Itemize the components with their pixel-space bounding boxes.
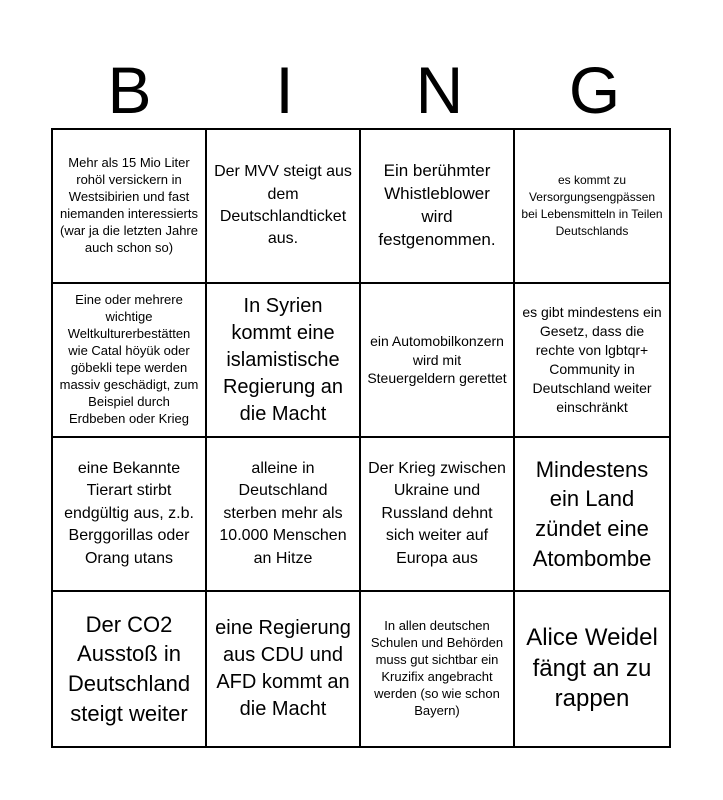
header-letter-g: G: [568, 53, 621, 127]
header-letter-i: I: [275, 53, 294, 127]
bingo-cell[interactable]: Der MVV steigt aus dem Deutschlandticket aus.: [207, 130, 361, 284]
bingo-cell[interactable]: eine Regierung aus CDU und AFD kommt an die Macht: [207, 592, 361, 746]
header-letter-b: B: [107, 53, 152, 127]
bingo-cell[interactable]: Mehr als 15 Mio Liter rohöl versickern in Westsibirien und fast niemanden interessierts (war ja die letzten Jahre auch schon so): [53, 130, 207, 284]
bingo-cell[interactable]: Eine oder mehrere wichtige Weltkulturerbestätten wie Catal höyük oder göbekli tepe werden massiv geschädigt, zum Beispiel durch Erdbeben oder Krieg: [53, 284, 207, 438]
bingo-cell[interactable]: es kommt zu Versorgungsengpässen bei Lebensmitteln in Teilen Deutschlands: [515, 130, 669, 284]
bingo-cell[interactable]: In Syrien kommt eine islamistische Regierung an die Macht: [207, 284, 361, 438]
bingo-cell[interactable]: ein Automobilkonzern wird mit Steuergeldern gerettet: [361, 284, 515, 438]
bingo-cell[interactable]: Der CO2 Ausstoß in Deutschland steigt weiter: [53, 592, 207, 746]
bingo-header: [52, 52, 672, 128]
bingo-cell[interactable]: Alice Weidel fängt an zu rappen: [526, 623, 658, 713]
bingo-board: [51, 128, 671, 748]
bingo-cell[interactable]: Mindestens ein Land zündet eine Atombombe: [515, 438, 669, 592]
bingo-cell[interactable]: Ein berühmter Whistleblower wird festgenommen.: [361, 130, 515, 284]
bingo-cell[interactable]: es gibt mindestens ein Gesetz, dass die rechte von lgbtqr+ Community in Deutschland weiter einschränkt: [515, 284, 669, 438]
bingo-cell[interactable]: In allen deutschen Schulen und Behörden muss gut sichtbar ein Kruzifix angebracht werden (so wie schon Bayern): [361, 592, 515, 746]
bingo-cell[interactable]: eine Bekannte Tierart stirbt endgültig aus, z.b. Berggorillas oder Orang utans: [53, 438, 207, 592]
bingo-cell[interactable]: alleine in Deutschland sterben mehr als 10.000 Menschen an Hitze: [207, 438, 361, 592]
header-letter-n: N: [415, 53, 464, 127]
bingo-cell[interactable]: Der Krieg zwischen Ukraine und Russland dehnt sich weiter auf Europa aus: [361, 438, 515, 592]
